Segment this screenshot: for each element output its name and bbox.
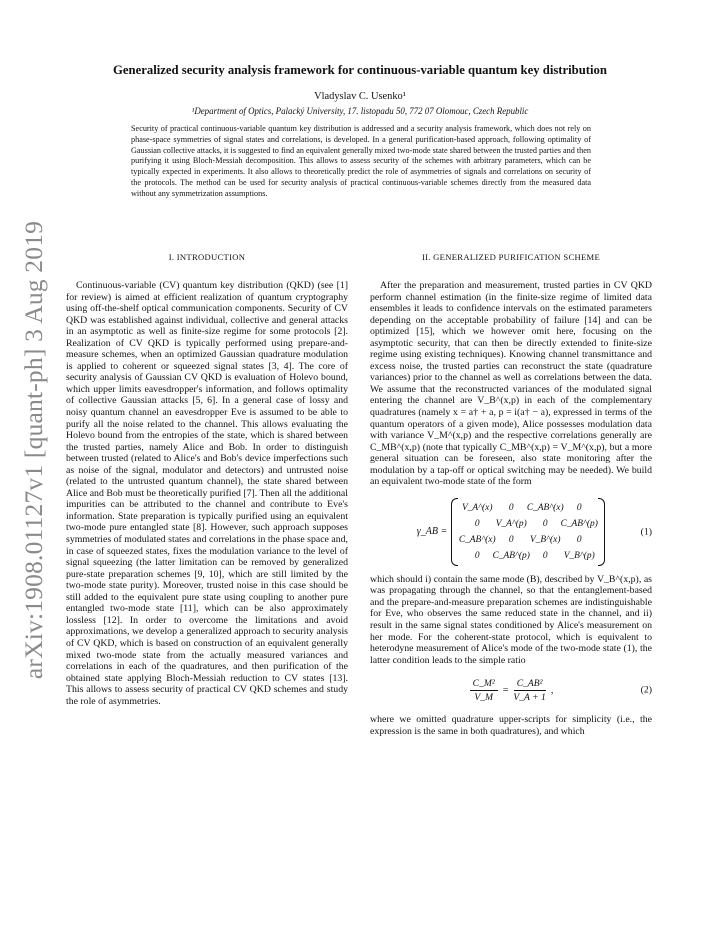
matrix-left-bracket (451, 498, 458, 566)
equation-1-number: (1) (640, 526, 652, 538)
matrix-cell: V_A^(p) (495, 518, 527, 529)
introduction-paragraph: Continuous-variable (CV) quantum key distribution (QKD) (see [1] for review) is aimed at efficient realization of quantum cryptography using off-the-shelf optical communication components. Security of CV QKD was established against individual, collective and general attacks in an asymptotic as well as finite-size regime for some protocols [2]. Realization of CV QKD is typically performed using prepare-and-measure schemes, when an optimized Gaussian quadrature modulation is applied to coherent or squeezed signal states [3, 4]. The core of security analysis of Gaussian CV QKD is evaluation of Holevo bound, which upper limits eavesdropper's information, and follows optimality of collective Gaussian attacks [5, 6]. In a general case of lossy and noisy quantum channel an eavesdropper Eve is assumed to be able to purify all the noise related to the channel. This allows evaluating the Holevo bound from the entropies of the state, which is shared between the trusted parties, namely Alice and Bob. In order to distinguish between trusted (related to Alice's and Bob's device imperfections such as noise of the signal, modulator and detectors) and untrusted noise (related to the untrusted quantum channel), the state shared between Alice and Bob must be theoretically purified [7]. Then all the additional impurities can be attributed to the channel and contribute to Eve's information. State preparation is typically purified using an equivalent two-mode pure entangled state [8]. However, such approach supposes symmetries of modulated states and correlations in the phase space and, in case of squeezed states, fixes the modulation variance to the level of signal squeezing (the latter limitation can be removed by generalized pure-state preparation schemes [9, 10], which are still limited by the two-mode state purity). Moreover, trusted noise in this case should be still added to the equivalent pure state using coupling to another pure entangled two-mode state [11], which can be also approximately lossless [12]. In order to overcome the limitations and avoid approximations, we develop a generalized approach to security analysis of CV QKD, which is based on construction of an equivalent generally mixed two-mode state from the actually measured variances and correlations in each of the quadratures, and then purification of the obtained state applying Bloch-Messiah reduction to CV states [13]. This allows to assess security of practical CV QKD schemes and study the role of asymmetries. (66, 280, 348, 707)
equation-2-lhs-denominator: V_M (474, 691, 494, 703)
equation-1-lhs: γ_AB = (416, 526, 448, 538)
section-heading-introduction: I. INTRODUCTION (168, 252, 246, 262)
equation-2-rhs-numerator: C_AB² (514, 678, 546, 691)
matrix-cell: C_AB^(x) (458, 534, 496, 545)
covariance-matrix (451, 498, 605, 566)
matrix-right-bracket (598, 498, 605, 566)
abstract: Security of practical continuous-variable quantum key distribution is addressed and a security analysis framework, which does not rely on phase-space symmetries of signal states and correlations, is developed. In a general purification-based approach, following optimality of Gaussian collective attacks, it is suggested to find an equivalent generally mixed two-mode state shared between the trusted parties and then purifying it using Bloch-Messiah decomposition. This allows to assess security of the schemes with arbitrary parameters, which can be typically expected in experiments. It also allows to theoretically predict the role of asymmetries of signals and correlations on security of the protocols. The method can be used for security analysis of practical continuous-variable schemes directly from the measured data without any symmetrization assumptions. (131, 124, 591, 198)
equation-2-number: (2) (640, 684, 652, 696)
matrix-cell: 0 (576, 534, 582, 545)
equation-2-rhs-fraction (513, 678, 545, 703)
matrix-cell: V_A^(x) (461, 502, 493, 513)
arxiv-stamp (4, 220, 64, 680)
equation-2-trailing-comma: , (550, 684, 554, 696)
matrix-cell: 0 (542, 550, 548, 561)
matrix-grid (458, 498, 598, 566)
purification-paragraph-2: which should i) contain the same mode (B), described by V_B^(x,p), as was propagating through the channel, so that the entanglement-based and the prepare-and-measure preparation schemes are indistinguishable for Eve, who observes the same reduced state in the channel, and ii) result in the same signal states conditioned by Alice's measurement on her mode. For the coherent-state protocol, which is equivalent to heterodyne measurement of Alice's mode of the two-mode state (1), the latter condition leads to the simple ratio (370, 573, 652, 666)
right-column (370, 252, 652, 737)
equation-2-lhs-fraction (470, 678, 498, 703)
matrix-cell: 0 (576, 502, 582, 513)
arxiv-stamp-text: arXiv:1908.01127v1 [quant-ph] 3 Aug 2019 (19, 220, 48, 680)
purification-paragraph-3: where we omitted quadrature upper-scripts for simplicity (i.e., the expression is the same in both quadratures), and which (370, 714, 652, 737)
affiliation-line: ¹Department of Optics, Palacký University, 17. listopadu 50, 772 07 Olomouc, Czech Republic (191, 106, 529, 116)
matrix-cell: 0 (542, 518, 548, 529)
equation-1 (370, 492, 652, 572)
equation-2-lhs-numerator: C_M² (470, 678, 498, 691)
matrix-cell: C_AB^(p) (560, 518, 598, 529)
matrix-cell: C_AB^(p) (492, 550, 530, 561)
equation-2-equals: = (502, 684, 509, 696)
purification-paragraph-1: After the preparation and measurement, trusted parties in CV QKD perform channel estimation (in the finite-size regime of limited data ensembles it leads to confidence intervals on the estimated parameters depending on the acceptable probability of failure [14] and can be optimized [15], which we however omit here, focusing on the asymptotic security, that can then be directly extended to finite-size regime using existing techniques). Knowing channel transmittance and excess noise, the trusted parties can reconstruct the state (quadrature variances) prior to the channel as well as correlations between the data. We assume that the reconstructed variances of the modulated signal entering the channel are V_B^(x,p) in each of the complementary quadratures (namely x = a† + a, p = i(a† − a), expressed in terms of the quantum operators of a given mode), Alice possesses modulation data with variance V_M^(x,p) and the respective correlations generally are C_MB^(x,p) (note that typically C_MB^(x,p) = V_M^(x,p), but a more general situation can be foreseen, also state monitoring after the modulation by a tap-off or optical switching may be needed). We build an equivalent two-mode state of the form (370, 280, 652, 488)
section-heading-purification: II. GENERALIZED PURIFICATION SCHEME (421, 252, 601, 262)
paper-title: Generalized security analysis framework for continuous-variable quantum key distribution (113, 63, 607, 77)
author-line: Vladyslav C. Usenko¹ (314, 91, 406, 102)
equation-2-rhs-denominator: V_A + 1 (513, 691, 546, 703)
matrix-cell: 0 (474, 518, 480, 529)
matrix-cell: 0 (508, 534, 514, 545)
matrix-cell: 0 (508, 502, 514, 513)
matrix-cell: C_AB^(x) (526, 502, 564, 513)
matrix-cell: V_B^(x) (529, 534, 561, 545)
equation-2 (370, 672, 652, 708)
left-column (66, 252, 348, 707)
matrix-cell: V_B^(p) (563, 550, 595, 561)
matrix-cell: 0 (474, 550, 480, 561)
